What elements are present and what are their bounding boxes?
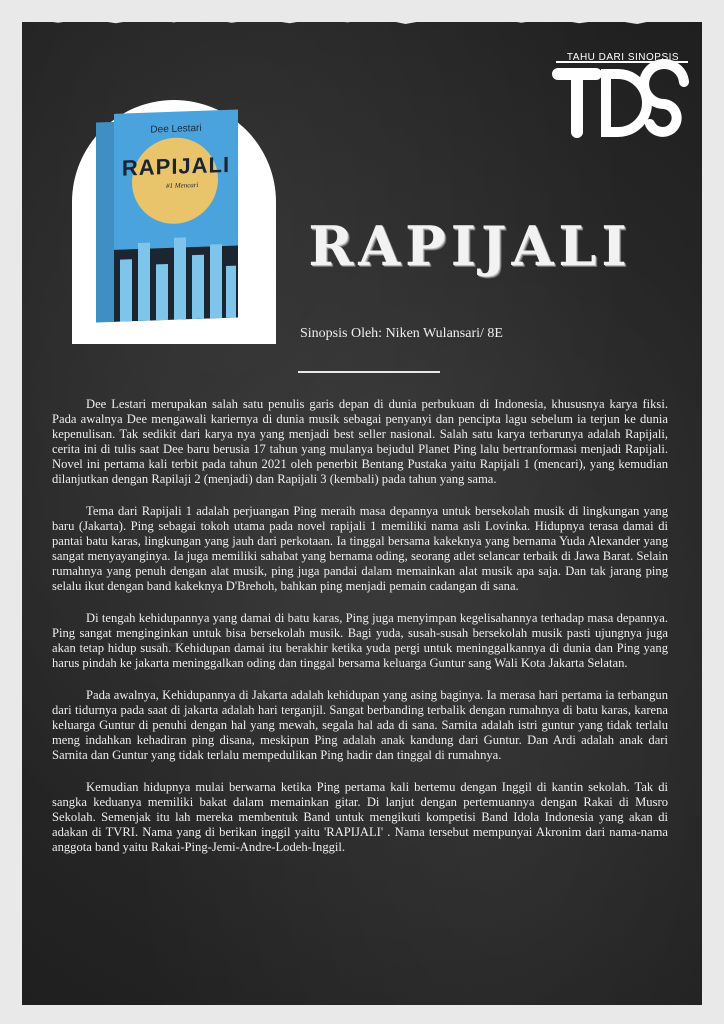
paragraph: Pada awalnya, Kehidupannya di Jakarta adalah kehidupan yang asing baginya. Ia merasa hari pertama ia terbangun dari tidurnya pada saat di jakarta adalah hari terganjil. Sangat berbanding terbalik dengan rumahnya di batu karas, karena keluarga Guntur di penuhi dengan hal yang mewah, segala hal ada di sana. Sarnita adalah istri guntur yang tidak terlalu meng indahkan kehadiran ping disana, meskipun Ping adalah anak kandung dari Guntur. Dan Ardi adalah anak dari Sarnita dan Guntur yang tidak terlalu mempedulikan Ping hadir dan tinggal di rumahnya. (52, 688, 668, 762)
tds-logo-icon (552, 52, 692, 144)
logo-caption: TAHU DARI SINOPSIS (566, 52, 680, 63)
brand-logo (552, 52, 692, 144)
book-author: Dee Lestari (150, 122, 202, 136)
book-spine (96, 122, 116, 323)
paragraph: Tema dari Rapijali 1 adalah perjuangan Ping meraih masa depannya untuk bersekolah musik di lingkungan yang baru (Jakarta). Ping sebagai tokoh utama pada novel rapijali 1 memiliki nama asli Lovinka. Hidupnya terasa damai di pantai batu karas, lingkungan yang jauh dari perkotaan. Ia tinggal bersama kakeknya yang bernama Yuda Alexander yang sangat menyayanginya. Ia juga memiliki sahabat yang bernama oding, seorang atlet selancar terbaik di Jawa Barat. Selain rumahnya yang penuh dengan alat musik, ping juga pandai dalam memainkan alat musik apa saja. Dan tak jarang ping selalu ikut dengan band kakeknya D'Brehoh, bahkan ping menjadi pemain cadangan di sana. (52, 504, 668, 593)
page-title: RAPIJALI (308, 214, 632, 278)
byline: Sinopsis Oleh: Niken Wulansari/ 8E (300, 326, 503, 341)
paragraph: Dee Lestari merupakan salah satu penulis garis depan di dunia perbukuan di Indonesia, khususnya karya fiksi. Pada awalnya Dee mengawali kariernya di dunia musik sebagai penyanyi dan pencipta lagu sebelum ia terjun ke dunia kepenulisan. Tak sedikit dari karya nya yang menjadi best seller nasional. Salah satu karya terbarunya adalah Rapijali, cerita ini di tulis saat Dee baru berusia 17 tahun yang mulanya bejudul Planet Ping lalu bertranformasi menjadi Rapijali. Novel ini pertama kali terbit pada tahun 2021 oleh penerbit Bentang Pustaka yaitu Rapijali 1 (mencari), yang kemudian dilanjutkan dengan Rapilaji 2 (menjadi) dan Rapijali 3 (kembali) pada tahun yang sama. (52, 397, 668, 486)
paragraph: Kemudian hidupnya mulai berwarna ketika Ping pertama kali bertemu dengan Inggil di kantin sekolah. Tak di sangka keduanya memiliki bakat dalam memainkan gitar. Di lanjut dengan pertemuannya dengan Rakai di Musro Sekolah. Semenjak itu lah mereka membentuk Band untuk mengikuti kompetisi Band Idola Indonesia yang akan di adakan di TVRI. Nama yang di berikan inggil yaitu 'RAPIJALI' . Nama tersebut mempunyai Akronim dari nama-nama anggota band yaitu Rakai-Ping-Jemi-Andre-Lodeh-Inggil. (52, 780, 668, 854)
book-front-cover (114, 110, 238, 322)
book-cover-title: RAPIJALI (121, 151, 231, 181)
book-cover-image (96, 109, 240, 326)
piano-keys-illustration (114, 226, 238, 322)
book-cover-subtitle: #1 Mencari (166, 180, 199, 191)
divider (298, 371, 440, 373)
synopsis-body (52, 397, 668, 872)
paragraph: Di tengah kehidupannya yang damai di batu karas, Ping juga menyimpan kegelisahannya terhadap masa depannya. Ping sangat menginginkan untuk bisa bersekolah musik. Bagi yuda, susah-susah bersekolah musik pasti ujungnya juga akan tetap hidup susah. Kehidupan damai itu berakhir ketika yuda pergi untuk meninggalkannya di dunia dan Ping yang harus pindah ke jakarta meninggalkan oding dan tinggal bersama keluarga Guntur sang Wali Kota Jakarta Selatan. (52, 611, 668, 670)
watermark: ~ (146, 615, 191, 672)
